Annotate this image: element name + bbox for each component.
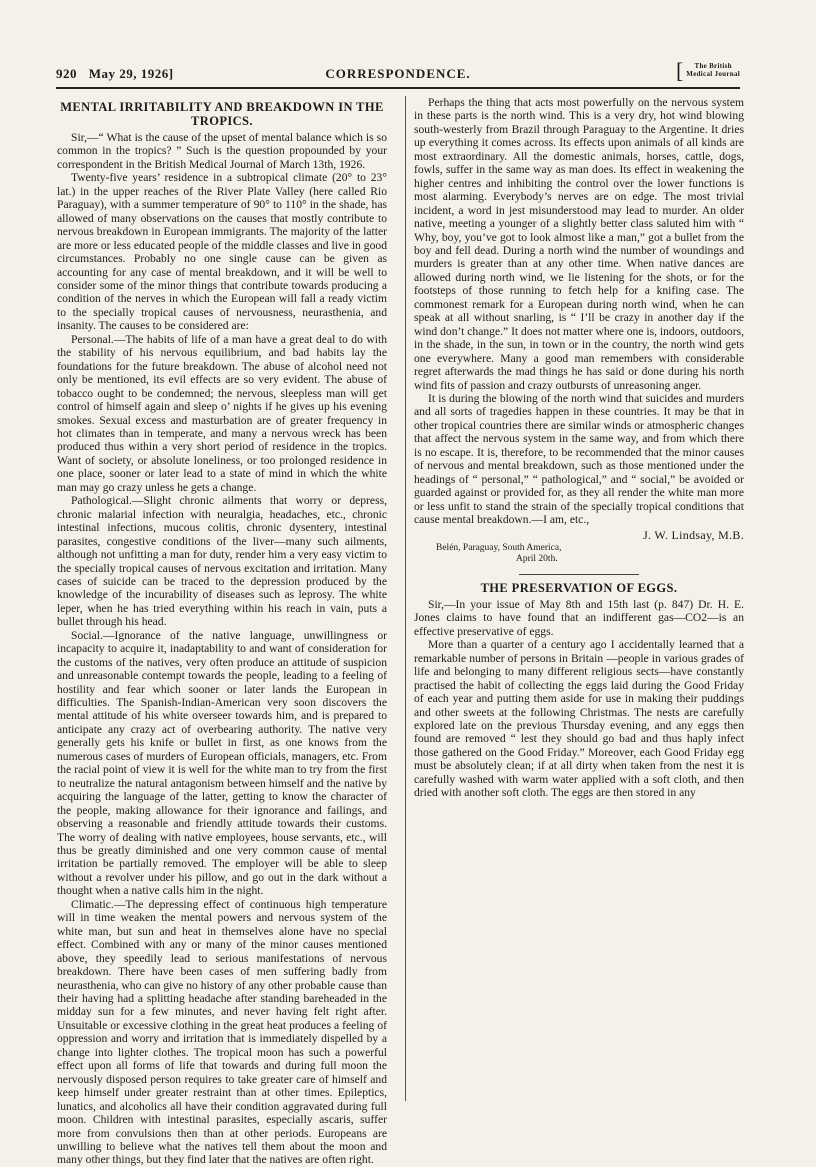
issue-date: May 29, 1926] xyxy=(88,66,174,81)
journal-name xyxy=(675,58,740,83)
article-paragraph: Sir,—“ What is the cause of the upset of mental balance which is so common in the tropics? ” Such is the question propounded by your correspondent in the British Medical Journal of March 13th, 1926. xyxy=(57,131,387,171)
section-title: CORRESPONDENCE. xyxy=(325,66,471,81)
column-right xyxy=(414,96,744,1104)
article-title: THE PRESERVATION OF EGGS. xyxy=(480,580,678,595)
journal-bracket: [ xyxy=(675,58,684,83)
article-separator xyxy=(519,574,639,575)
article-paragraph: Twenty-five years’ residence in a subtropical climate (20° to 23° lat.) in the upper reaches of the River Plate Valley (here called Rio Paraguay), with a summer temperature of 90° to 110° in the shade, has allowed of many observations on the causes that mostly contribute to nervous breakdown in European immigrants. The majority of the latter are more or less educated people of the middle classes and live in good circumstances. Probably no one single cause can be given as accounting for any case of mental breakdown, and it will be well to consider some of the minor things that contribute towards producing a condition of the nerves in which the European will fall a ready victim to the specially tropical causes of nervousness, neurasthenia, and insanity. The causes to be considered are: xyxy=(57,171,387,333)
article-paragraph: It is during the blowing of the north wind that suicides and murders and all sorts of tragedies happen in these countries. It may be that in other tropical countries there are similar winds or atmospheric changes that affect the nervous system in the same way, and from which there is no escape. It is, therefore, to be recommended that the minor causes of nervous and mental breakdown, such as those mentioned under the headings of “ personal,” “ pathological,” and “ social,” be avoided or guarded against or provided for, as they all render the white man more or less unfit to stand the strain of the specially tropical conditions that cause mental breakdown.—I am, etc., xyxy=(414,391,744,527)
article-paragraph: Sir,—In your issue of May 8th and 15th last (p. 847) Dr. H. E. Jones claims to have found that an indifferent gas—CO2—is an effective preservative of eggs. xyxy=(414,597,744,638)
article-paragraph: Social.—Ignorance of the native language, unwillingness or incapacity to acquire it, inadaptability to and want of consideration for the customs of the natives, very often produce an attitude of suspicion and unreasonable contempt towards the people, leading to a feeling of hostility and fear which sooner or later lands the European in difficulties. The Spanish-Indian-American very soon discovers the mental attitude of his white overseer towards him, and is prepared to anticipate any crazy act of overbearing authority. The native very generally gets his knife or bullet in first, as one knows from the numerous cases of murders of European officials, managers, etc. From the racial point of view it is well for the white man to try from the first to neutralize the natural antagonism between himself and the native by acquiring the language of the latter, getting to know the character of the people, making allowance for their ignorance and failings, and observing a reasonable and friendly attitude towards their customs. The worry of dealing with native employees, house servants, etc., will thus be greatly diminished and one very common cause of mental irritation be partially removed. The employer will be able to sleep without a revolver under his pillow, and go out in the dark without a thought when a native calls him in the night. xyxy=(57,628,387,898)
address-place: Belén, Paraguay, South America, xyxy=(436,542,562,553)
running-header xyxy=(56,58,740,86)
article-paragraph: More than a quarter of a century ago I accidentally learned that a remarkable number of persons in Britain —people in various grades of life and belonging to many different religious sects—have constantly practised the habit of collecting the eggs laid during the Good Friday of each year and putting them aside for use in making their puddings and other sweets at the following Christmas. The nests are carefully explored late on the previous Thursday evening, and any eggs then found are removed “ lest they should go bad and thus haply infect those gathered on the Good Friday.” Moreover, each Good Friday egg must be absolutely clean; if at all dirty when taken from the nest it is carefully washed with warm water applied with a soft cloth, and then dried with another soft cloth. The eggs are then stored in any xyxy=(414,638,744,800)
article-paragraph: Pathological.—Slight chronic ailments that worry or depress, chronic malarial infection with neuralgia, headaches, etc., chronic intestinal infections, mucous colitis, chronic dysentery, intestinal parasites, congestive conditions of the liver—many such ailments, although not unfitting a man for duty, render him a very easy victim to the specially tropical causes of nervous excitation and irritation. Many cases of suicide can be traced to the depression produced by the knowledge of the incurability of diseases such as leprosy. The white leper, when he has tried everything within his reach in vain, puts a bullet through his head. xyxy=(57,494,387,629)
article-paragraph: Climatic.—The depressing effect of continuous high temperature will in time weaken the mental powers and nervous system of the white man, but sun and heat in themselves alone have no special effect. Combined with any or many of the minor causes mentioned above, they speedily lead to serious manifestations of nervous breakdown. There have been cases of men suffering badly from neurasthenia, who can give no history of any other probable cause than their having had a splitting headache after standing bareheaded in the midday sun for a few minutes, and never having felt right after. Unsuitable or excessive clothing in the great heat produces a feeling of oppression and worry and irritation that is immediately dispelled by a change into lighter clothes. The tropical moon has such a powerful effect upon all forms of life that towards and during full moon the nervously disposed person requires to take greater care of himself and keep himself under greater restraint than at other times. Epileptics, lunatics, and alcoholics all have their condition aggravated during full moon. Children with intestinal parasites, especially ascaris, suffer more from convulsions then than at other periods. Europeans are unwilling to believe what the natives tell them about the moon and many other things, but they find later that the natives are often right. xyxy=(57,897,387,1167)
article-title: MENTAL IRRITABILITY AND BREAKDOWN IN THE TROPICS. xyxy=(60,100,384,128)
author-signature: J. W. Lindsay, M.B. xyxy=(643,527,744,542)
article-paragraph: Personal.—The habits of life of a man have a great deal to do with the stability of his nervous equilibrium, and bad habits lay the foundations for the future breakdown. The abuse of alcohol need not only be mentioned, its evil effects are so very evident. The abuse of tobacco ought to be condemned; the nervous, sleepless man will get control of himself again and sleep o’ nights if he gives up his evening smokes. Sexual excess and masturbation are of greater frequency in hot climates than in temperate, and many a nervous wreck has been produced thus within a very short period of residence in the tropics. Want of society, or absolute loneliness, or too prolonged residence in one place, sooner or later lead to a state of mind in which the white man may go crazy unless he gets a change. xyxy=(57,332,387,494)
author-address xyxy=(436,543,744,565)
letter-date: April 20th. xyxy=(516,553,558,564)
column-left xyxy=(57,96,387,1167)
page-number: 920 xyxy=(56,66,77,81)
journal-name-line2: Medical Journal xyxy=(686,70,740,78)
journal-name-line1: The British xyxy=(694,62,732,70)
article-paragraph: Perhaps the thing that acts most powerfully on the nervous system in these parts is the north wind. This is a very dry, hot wind blowing south-westerly from Brazil through Paraguay to the Argentine. It dries up everything it comes across. Its effects upon animals of all kinds are most extraordinary. All the domestic animals, horses, cattle, dogs, fowls, suffer in the same way as man does. Its effect in weakening the higher centres and inhibiting the control over the lower functions is most alarming. Everybody’s nerves are on edge. The most trivial incident, a word in jest misunderstood may lead to murder. An older native, meeting a younger of a slightly better class saluted him with “ Why, boy, you’ve got to look almost like a man,” got a bullet from the boy and fell dead. During a north wind the number of woundings and murders is greater than at any other time. When native dances are allowed during north wind, we lie listening for the shots, or for the footsteps of those running to fetch help for a knifing case. The commonest remark for a European during north wind, when he can speak at all without snarling, is “ I’ll be crazy in another day if the wind don’t change.” It does not matter where one is, indoors, outdoors, in the shade, in the sun, in town or in the country, the north wind gets one everywhere. Many a good man remembers with considerable regret afterwards the mad things he has said or done during his north wind fits of passion and crazy outbursts of unreasoning anger. xyxy=(414,96,744,392)
header-rule xyxy=(56,87,740,89)
column-divider xyxy=(405,96,406,1101)
